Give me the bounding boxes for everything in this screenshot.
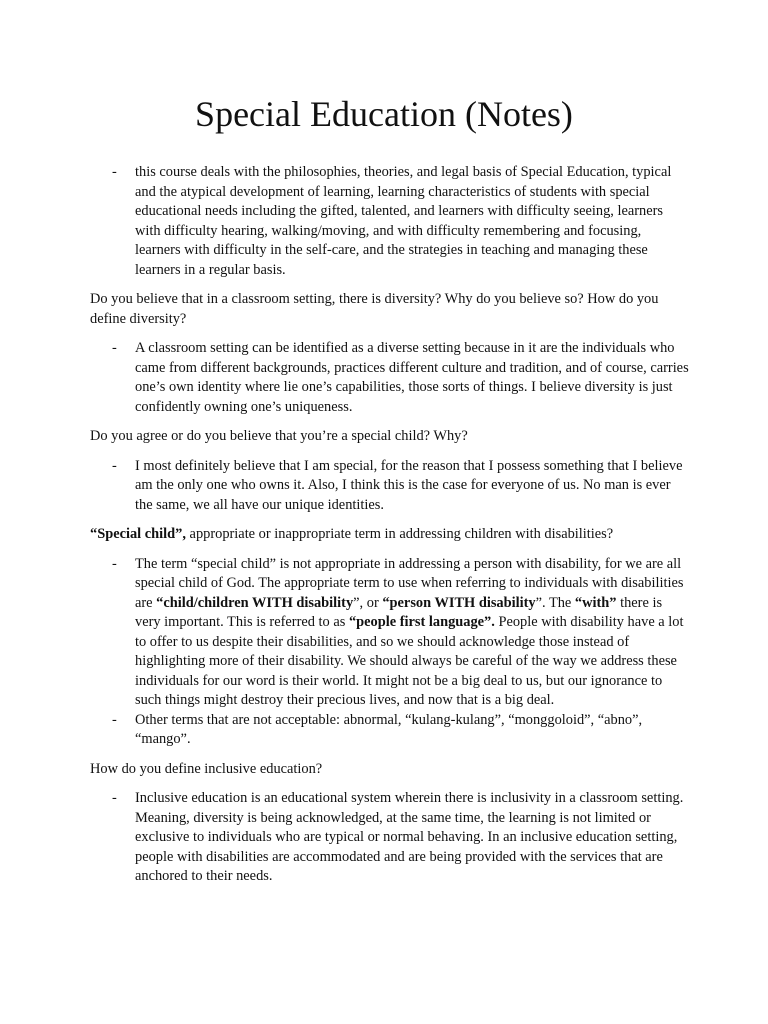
answer-text: Inclusive education is an educational system wherein there is inclusivity in a classroom setting. Meaning, diversity is being acknowledged, at the same time, the learning is not limited or exclusive to individuals who are typical or normal behaving. In an inclusive education setting, people with disabilities are accommodated and are being provided with the services that are anchored to their needs. xyxy=(135,790,684,884)
intro-text: this course deals with the philosophies, theories, and legal basis of Special Education, typical and the atypical development of learning, learning characteristics of students with special educational needs including the gifted, talented, and learners with difficulty seeing, learners with difficulty hearing, walking/moving, and with difficulty remembering and focusing, learners with difficulty in the self-care, and the strategies in teaching and managing these learners in a regular basis. xyxy=(135,164,672,278)
question-text: appropriate or inappropriate term in addressing children with disabilities? xyxy=(185,526,614,542)
list-item xyxy=(90,789,690,887)
question-special-child-self: Do you agree or do you believe that you’re a special child? Why? xyxy=(90,428,468,444)
answer-list-diversity xyxy=(90,339,690,417)
answer-list-inclusive-education xyxy=(90,789,690,887)
answer-text: A classroom setting can be identified as a diverse setting because in it are the individuals who came from different backgrounds, practices different culture and tradition, and of course, carries one’s own identity where lie one’s capabilities, those sorts of things. I believe diversity is just confidently owning one’s uniqueness. xyxy=(135,340,689,415)
bullet-dash: - xyxy=(112,790,117,806)
answer-text: Other terms that are not acceptable: abnormal, “kulang-kulang”, “monggoloid”, “abno”, “mango”. xyxy=(135,711,643,747)
list-item xyxy=(90,555,690,711)
intro-list xyxy=(90,163,690,280)
answer-text-segment: ”. The xyxy=(535,594,575,611)
answer-text-segment: there is very important. This is referred to as xyxy=(135,594,663,630)
bullet-dash: - xyxy=(112,711,117,728)
bullet-dash: - xyxy=(112,340,117,356)
answer-list-special-child-term xyxy=(90,555,690,750)
answer-list-special-child-self xyxy=(90,457,690,516)
question-special-child-term xyxy=(90,525,690,545)
bullet-dash: - xyxy=(112,457,117,474)
question-diversity: Do you believe that in a classroom setting, there is diversity? Why do you believe so? How do you define diversity? xyxy=(90,291,659,327)
list-item xyxy=(90,457,690,516)
document-body xyxy=(90,163,690,897)
answer-text-segment: ”, or xyxy=(353,594,383,611)
answer-text: I most definitely believe that I am special, for the reason that I possess something that I believe am the only one who owns it. Also, I think this is the case for everyone of us. No man is ever the same, we all have our unique identities. xyxy=(135,457,683,513)
list-item xyxy=(90,339,690,417)
answer-bold-segment: “person WITH disability xyxy=(382,594,536,611)
answer-text xyxy=(135,556,684,709)
answer-bold-segment: “with” xyxy=(574,594,617,611)
question-inclusive-education: How do you define inclusive education? xyxy=(90,760,323,777)
answer-bold-segment: “child/children WITH disability xyxy=(156,594,354,611)
answer-bold-segment: “people first language”. xyxy=(348,614,495,630)
list-item xyxy=(90,163,690,280)
answer-text-segment: People with disability have a lot to offer to us despite their disabilities, and so we should acknowledge those instead of highlighting more of their disability. We should always be careful of the way we address these individuals for our word is their world. It might not be a big deal to us, but our ignorance to such things might destroy their precious lives, and now that is a big deal. xyxy=(135,614,684,708)
answer-text-segment: The term “special child” is not appropriate in addressing a person with disability, for we are all special child of God. The appropriate term to use when referring to individuals with disabilities are xyxy=(135,555,684,611)
bullet-dash: - xyxy=(112,164,117,180)
bullet-dash: - xyxy=(112,555,117,572)
question-bold-term: “Special child”, xyxy=(90,526,186,542)
page-title: Special Education (Notes) xyxy=(195,94,573,134)
list-item xyxy=(90,711,690,750)
